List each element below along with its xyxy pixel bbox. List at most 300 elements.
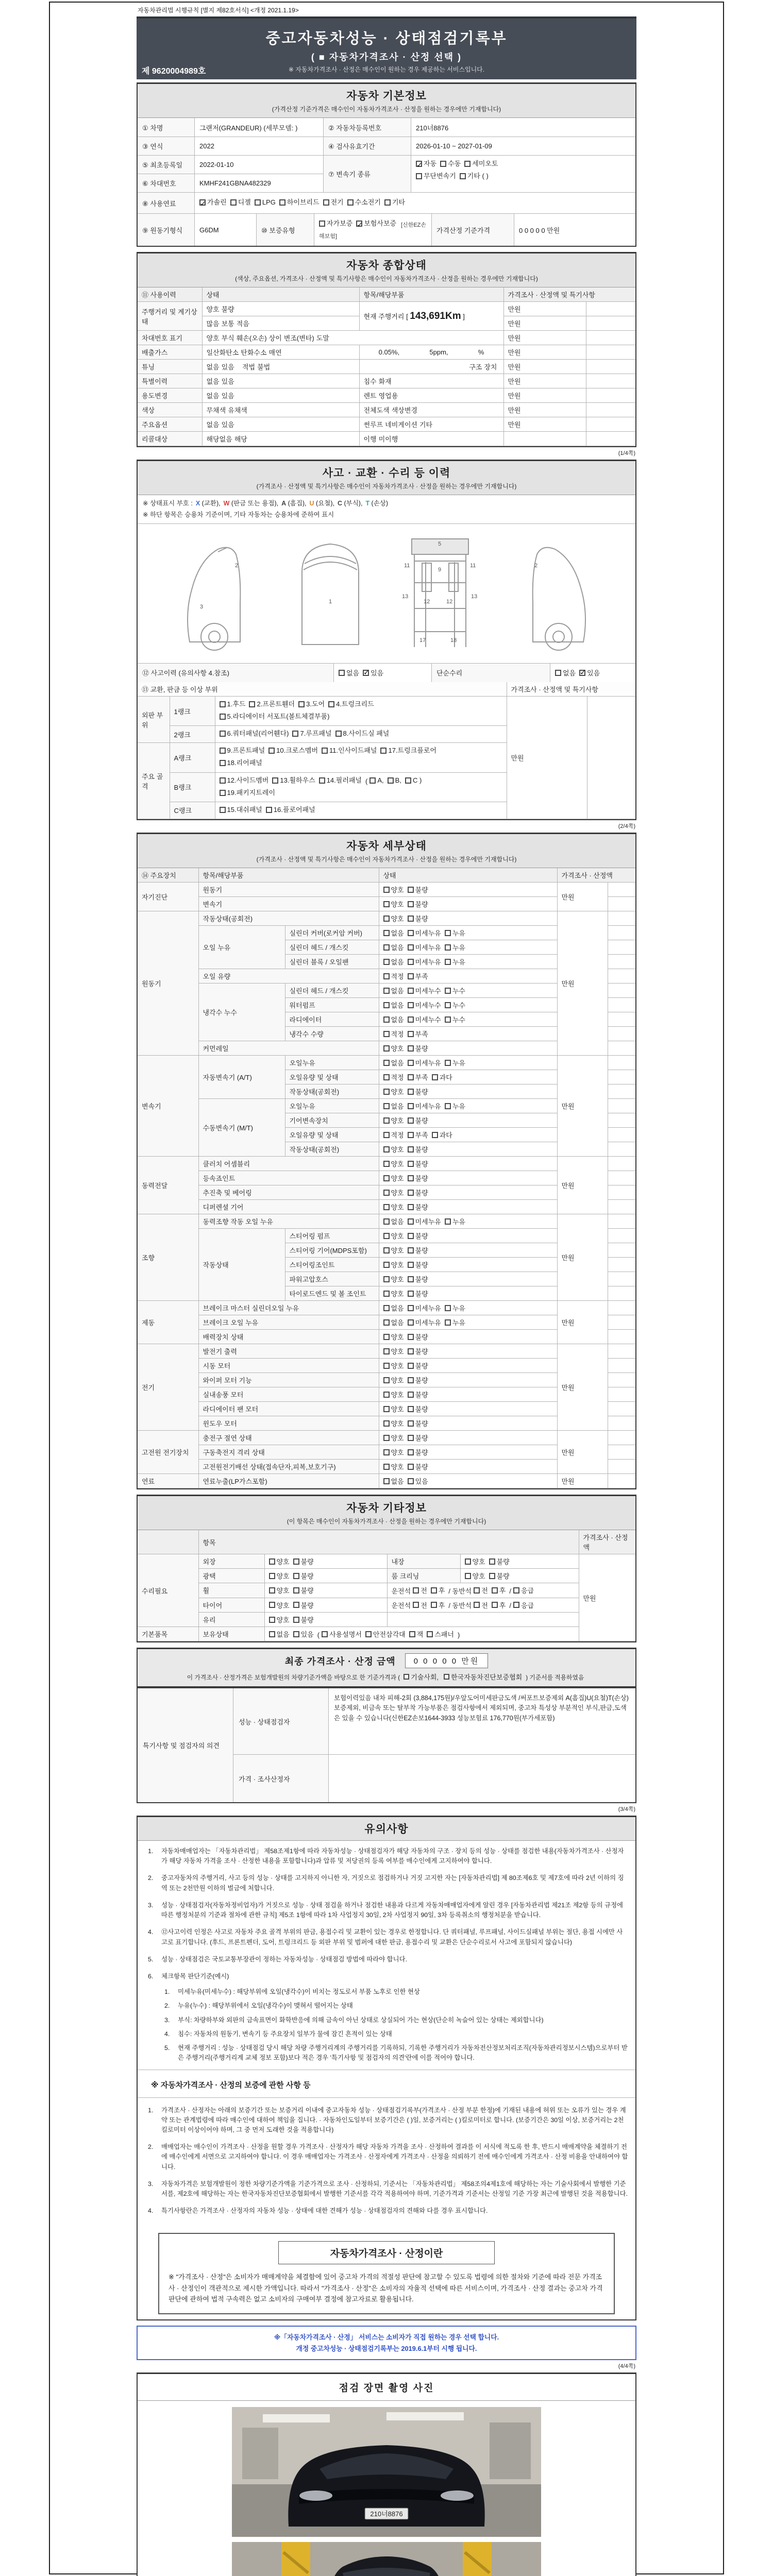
checkbox-icon[interactable] [383,1435,390,1441]
checkbox-option[interactable] [402,1672,439,1682]
checkbox-icon[interactable] [474,1587,480,1594]
checkbox-option[interactable] [408,1087,428,1096]
checkbox-icon[interactable] [408,1233,414,1239]
checkbox-option[interactable] [408,1274,428,1284]
checkbox-icon[interactable] [408,1291,414,1297]
checkbox-option[interactable] [383,957,404,967]
checkbox-icon[interactable] [383,959,390,965]
checkbox-icon[interactable] [489,1558,495,1565]
checkbox-icon[interactable] [408,901,414,907]
checkbox-icon[interactable] [293,1587,299,1594]
checkbox-icon[interactable] [445,1016,451,1023]
checkbox-icon[interactable] [408,1449,414,1455]
checkbox-icon[interactable] [293,1617,299,1623]
checkbox-option[interactable] [409,1629,424,1639]
checkbox-option[interactable] [445,957,465,967]
checkbox-icon[interactable] [383,944,390,951]
checkbox-icon[interactable] [408,1262,414,1268]
checkbox-icon[interactable] [489,1573,495,1579]
checkbox-option[interactable] [383,1087,404,1096]
checkbox-icon[interactable] [298,701,305,707]
checkbox-icon[interactable] [445,1319,451,1326]
checkbox-option[interactable] [383,899,404,909]
checkbox-icon[interactable] [408,1218,414,1225]
checkbox-icon[interactable] [383,1262,390,1268]
checkbox-option[interactable] [383,1260,404,1269]
checkbox-icon[interactable] [408,1190,414,1196]
checkbox-icon[interactable] [255,199,261,206]
checkbox-icon[interactable] [408,1089,414,1095]
checkbox-option[interactable] [383,913,404,923]
checkbox-option[interactable] [279,197,320,208]
checkbox-option[interactable] [298,699,325,710]
checkbox-icon[interactable] [408,1060,414,1066]
checkbox-option[interactable] [383,1231,404,1241]
checkbox-icon[interactable] [408,1016,414,1023]
checkbox-option[interactable] [408,1375,428,1385]
checkbox-option[interactable] [383,1346,404,1356]
checkbox-option[interactable] [579,668,600,677]
checkbox-icon[interactable] [269,1558,275,1565]
checkbox-option[interactable] [408,1476,428,1486]
checkbox-icon[interactable] [408,1204,414,1210]
checkbox-option[interactable] [492,1600,506,1610]
checkbox-icon[interactable] [408,1348,414,1354]
checkbox-icon[interactable] [413,1587,419,1594]
checkbox-option[interactable] [408,1144,428,1154]
checkbox-icon[interactable] [408,988,414,994]
checkbox-icon[interactable] [431,1602,437,1608]
checkbox-option[interactable] [293,1615,314,1624]
checkbox-icon[interactable] [408,1435,414,1441]
checkbox-option[interactable] [408,1130,428,1140]
checkbox-option[interactable] [369,775,383,786]
checkbox-option[interactable] [408,971,428,981]
checkbox-option[interactable] [383,942,404,952]
checkbox-option[interactable] [445,1317,465,1327]
checkbox-icon[interactable] [268,748,275,754]
checkbox-option[interactable] [383,1433,404,1443]
checkbox-icon[interactable] [408,1420,414,1427]
checkbox-icon[interactable] [293,1631,299,1637]
checkbox-option[interactable] [445,1000,465,1010]
checkbox-icon[interactable] [383,1103,390,1109]
checkbox-icon[interactable] [383,1276,390,1282]
checkbox-icon[interactable] [383,1363,390,1369]
checkbox-icon[interactable] [230,199,237,206]
checkbox-icon[interactable] [416,173,422,179]
checkbox-icon[interactable] [383,901,390,907]
checkbox-icon[interactable] [220,714,226,720]
checkbox-icon[interactable] [408,1363,414,1369]
checkbox-icon[interactable] [383,1291,390,1297]
checkbox-icon[interactable] [460,173,466,179]
checkbox-icon[interactable] [445,1305,451,1311]
checkbox-icon[interactable] [383,1377,390,1383]
checkbox-icon[interactable] [269,1602,275,1608]
checkbox-option[interactable] [408,1418,428,1428]
checkbox-icon[interactable] [266,807,272,813]
checkbox-option[interactable] [293,1556,314,1566]
checkbox-icon[interactable] [383,1175,390,1181]
checkbox-icon[interactable] [408,1002,414,1008]
checkbox-icon[interactable] [220,731,226,737]
checkbox-icon[interactable] [292,731,298,737]
checkbox-option[interactable] [416,171,456,182]
checkbox-option[interactable] [408,1361,428,1370]
checkbox-option[interactable] [408,1389,428,1399]
checkbox-icon[interactable] [383,1478,390,1484]
checkbox-icon[interactable] [445,930,451,936]
checkbox-option[interactable] [363,668,383,677]
checkbox-icon[interactable] [440,161,446,167]
checkbox-icon[interactable] [388,777,394,784]
checkbox-icon[interactable] [269,1573,275,1579]
checkbox-option[interactable] [293,1585,314,1595]
checkbox-icon[interactable] [408,1247,414,1253]
checkbox-option[interactable] [474,1585,488,1595]
checkbox-icon[interactable] [408,1146,414,1153]
checkbox-icon[interactable] [383,1089,390,1095]
checkbox-icon[interactable] [380,748,386,754]
checkbox-icon[interactable] [408,1074,414,1080]
checkbox-icon[interactable] [383,973,390,979]
checkbox-option[interactable] [383,1418,404,1428]
checkbox-option[interactable] [249,699,295,710]
checkbox-option[interactable] [383,1101,404,1111]
checkbox-option[interactable] [220,728,289,739]
checkbox-checked-icon[interactable] [363,670,369,676]
checkbox-icon[interactable] [339,670,345,676]
checkbox-option[interactable] [383,1000,404,1010]
checkbox-option[interactable] [255,197,276,208]
checkbox-option[interactable] [408,1173,428,1183]
checkbox-icon[interactable] [408,1305,414,1311]
checkbox-option[interactable] [408,1447,428,1457]
checkbox-option[interactable] [383,1115,404,1125]
checkbox-icon[interactable] [555,670,561,676]
checkbox-option[interactable] [413,1585,427,1595]
checkbox-option[interactable] [416,158,436,170]
checkbox-icon[interactable] [408,1464,414,1470]
checkbox-option[interactable] [432,1072,452,1082]
checkbox-icon[interactable] [293,1602,299,1608]
checkbox-icon[interactable] [220,790,226,796]
checkbox-icon[interactable] [445,1103,451,1109]
checkbox-option[interactable] [555,668,576,677]
checkbox-icon[interactable] [383,1406,390,1412]
checkbox-option[interactable] [383,1332,404,1342]
checkbox-option[interactable] [408,1014,441,1024]
checkbox-icon[interactable] [405,777,411,784]
checkbox-option[interactable] [492,1585,506,1595]
checkbox-icon[interactable] [269,1631,275,1637]
checkbox-option[interactable] [431,1600,445,1610]
checkbox-icon[interactable] [220,807,226,813]
checkbox-option[interactable] [383,1274,404,1284]
checkbox-option[interactable] [408,1303,441,1313]
checkbox-option[interactable] [513,1585,534,1595]
checkbox-option[interactable] [199,197,227,208]
checkbox-option[interactable] [445,1101,465,1111]
checkbox-icon[interactable] [408,930,414,936]
checkbox-option[interactable] [432,1130,452,1140]
checkbox-icon[interactable] [279,199,285,206]
checkbox-option[interactable] [383,928,404,938]
checkbox-icon[interactable] [513,1587,519,1594]
checkbox-icon[interactable] [383,887,390,893]
checkbox-option[interactable] [269,1556,290,1566]
checkbox-icon[interactable] [445,1218,451,1225]
checkbox-icon[interactable] [408,1161,414,1167]
checkbox-option[interactable] [408,1101,441,1111]
checkbox-icon[interactable] [413,1602,419,1608]
checkbox-icon[interactable] [408,1334,414,1340]
checkbox-option[interactable] [489,1571,510,1581]
checkbox-icon[interactable] [408,1045,414,1052]
checkbox-icon[interactable] [513,1602,519,1608]
checkbox-option[interactable] [408,1404,428,1414]
checkbox-icon[interactable] [383,1319,390,1326]
checkbox-icon[interactable] [269,1587,275,1594]
checkbox-option[interactable] [347,197,381,208]
checkbox-option[interactable] [383,1389,404,1399]
checkbox-option[interactable] [413,1600,427,1610]
checkbox-option[interactable] [383,1375,404,1385]
checkbox-icon[interactable] [383,1060,390,1066]
checkbox-option[interactable] [408,1332,428,1342]
checkbox-icon[interactable] [365,1631,372,1637]
checkbox-icon[interactable] [383,1420,390,1427]
checkbox-option[interactable] [440,158,461,170]
checkbox-option[interactable] [322,1629,362,1639]
checkbox-option[interactable] [408,1346,428,1356]
checkbox-option[interactable] [293,1600,314,1610]
checkbox-option[interactable] [388,775,401,786]
checkbox-option[interactable] [339,668,359,677]
checkbox-option[interactable] [383,986,404,995]
checkbox-option[interactable] [356,218,396,229]
checkbox-option[interactable] [408,986,441,995]
checkbox-option[interactable] [408,928,441,938]
checkbox-option[interactable] [323,197,344,208]
checkbox-icon[interactable] [383,1204,390,1210]
checkbox-option[interactable] [408,957,441,967]
checkbox-icon[interactable] [220,748,226,754]
checkbox-option[interactable] [269,1600,290,1610]
checkbox-icon[interactable] [408,1478,414,1484]
checkbox-option[interactable] [431,1585,445,1595]
checkbox-option[interactable] [383,1043,404,1053]
checkbox-option[interactable] [408,1216,441,1226]
checkbox-icon[interactable] [249,701,255,707]
checkbox-option[interactable] [445,942,465,952]
checkbox-icon[interactable] [445,1002,451,1008]
checkbox-option[interactable] [408,899,428,909]
checkbox-option[interactable] [408,1317,441,1327]
checkbox-icon[interactable] [383,1449,390,1455]
checkbox-option[interactable] [383,1144,404,1154]
checkbox-icon[interactable] [474,1602,480,1608]
checkbox-option[interactable] [445,1303,465,1313]
checkbox-option[interactable] [365,1629,406,1639]
checkbox-icon[interactable] [464,161,470,167]
checkbox-option[interactable] [383,971,404,981]
checkbox-option[interactable] [383,1216,404,1226]
checkbox-option[interactable] [408,1115,428,1125]
checkbox-icon[interactable] [383,1161,390,1167]
checkbox-icon[interactable] [408,973,414,979]
checkbox-option[interactable] [408,942,441,952]
checkbox-icon[interactable] [465,1558,471,1565]
checkbox-option[interactable] [220,699,246,710]
checkbox-option[interactable] [408,1289,428,1298]
checkbox-option[interactable] [220,711,330,722]
checkbox-option[interactable] [293,1629,314,1639]
checkbox-option[interactable] [383,1202,404,1212]
checkbox-icon[interactable] [492,1587,498,1594]
checkbox-option[interactable] [408,1260,428,1269]
checkbox-icon[interactable] [322,748,328,754]
checkbox-option[interactable] [293,1571,314,1581]
checkbox-option[interactable] [383,1058,404,1067]
checkbox-option[interactable] [383,1476,404,1486]
checkbox-icon[interactable] [383,1305,390,1311]
checkbox-icon[interactable] [408,959,414,965]
checkbox-option[interactable] [269,1629,290,1639]
checkbox-icon[interactable] [383,1016,390,1023]
checkbox-option[interactable] [445,1014,465,1024]
checkbox-icon[interactable] [408,916,414,922]
checkbox-icon[interactable] [408,1175,414,1181]
checkbox-option[interactable] [408,1058,441,1067]
checkbox-option[interactable] [408,1043,428,1053]
checkbox-icon[interactable] [293,1558,299,1565]
checkbox-option[interactable] [272,775,315,786]
checkbox-option[interactable] [268,745,318,756]
checkbox-icon[interactable] [445,944,451,951]
checkbox-icon[interactable] [383,1233,390,1239]
checkbox-option[interactable] [220,787,275,799]
checkbox-option[interactable] [489,1556,510,1566]
checkbox-icon[interactable] [408,1319,414,1326]
checkbox-option[interactable] [474,1600,488,1610]
checkbox-icon[interactable] [408,1406,414,1412]
checkbox-icon[interactable] [322,1631,328,1637]
checkbox-icon[interactable] [319,221,325,227]
checkbox-icon[interactable] [408,887,414,893]
checkbox-icon[interactable] [408,1103,414,1109]
checkbox-icon[interactable] [444,1674,449,1680]
checkbox-option[interactable] [408,1029,428,1039]
checkbox-option[interactable] [465,1571,485,1581]
checkbox-option[interactable] [408,1188,428,1197]
checkbox-option[interactable] [266,804,315,816]
checkbox-option[interactable] [405,775,422,786]
checkbox-option[interactable] [408,1202,428,1212]
checkbox-option[interactable] [383,1188,404,1197]
checkbox-icon[interactable] [408,1377,414,1383]
checkbox-option[interactable] [230,197,251,208]
checkbox-option[interactable] [427,1629,454,1639]
checkbox-icon[interactable] [383,1031,390,1037]
checkbox-option[interactable] [335,728,390,739]
checkbox-checked-icon[interactable] [356,221,362,227]
checkbox-checked-icon[interactable] [579,670,585,676]
checkbox-icon[interactable] [347,199,354,206]
checkbox-icon[interactable] [445,1060,451,1066]
checkbox-option[interactable] [383,1014,404,1024]
checkbox-icon[interactable] [383,988,390,994]
checkbox-icon[interactable] [445,988,451,994]
checkbox-option[interactable] [445,1058,465,1067]
checkbox-option[interactable] [328,699,374,710]
checkbox-option[interactable] [384,197,405,208]
checkbox-option[interactable] [319,775,362,786]
checkbox-option[interactable] [220,804,262,816]
checkbox-icon[interactable] [383,1045,390,1052]
checkbox-icon[interactable] [383,1464,390,1470]
checkbox-option[interactable] [383,1361,404,1370]
checkbox-icon[interactable] [293,1573,299,1579]
checkbox-icon[interactable] [383,1392,390,1398]
checkbox-icon[interactable] [408,1031,414,1037]
checkbox-icon[interactable] [492,1602,498,1608]
checkbox-option[interactable] [322,745,377,756]
checkbox-option[interactable] [460,171,489,182]
checkbox-icon[interactable] [408,944,414,951]
checkbox-icon[interactable] [319,777,325,784]
checkbox-checked-icon[interactable] [416,161,422,167]
checkbox-icon[interactable] [383,1132,390,1138]
checkbox-option[interactable] [269,1571,290,1581]
checkbox-option[interactable] [383,1029,404,1039]
checkbox-option[interactable] [408,1462,428,1471]
checkbox-icon[interactable] [220,777,226,784]
checkbox-option[interactable] [383,1447,404,1457]
checkbox-icon[interactable] [432,1074,438,1080]
checkbox-icon[interactable] [383,1334,390,1340]
checkbox-option[interactable] [445,1216,465,1226]
checkbox-icon[interactable] [465,1573,471,1579]
checkbox-icon[interactable] [272,777,278,784]
checkbox-option[interactable] [383,1159,404,1168]
checkbox-icon[interactable] [383,1074,390,1080]
checkbox-icon[interactable] [323,199,329,206]
checkbox-icon[interactable] [408,1117,414,1124]
checkbox-option[interactable] [408,1231,428,1241]
checkbox-icon[interactable] [383,1218,390,1225]
checkbox-icon[interactable] [408,1132,414,1138]
checkbox-option[interactable] [442,1672,522,1682]
checkbox-icon[interactable] [427,1631,433,1637]
checkbox-icon[interactable] [409,1631,415,1637]
checkbox-icon[interactable] [369,777,376,784]
checkbox-icon[interactable] [328,701,334,707]
checkbox-icon[interactable] [383,1002,390,1008]
checkbox-option[interactable] [383,1462,404,1471]
checkbox-option[interactable] [408,913,428,923]
checkbox-option[interactable] [383,1173,404,1183]
checkbox-option[interactable] [383,1245,404,1255]
checkbox-option[interactable] [408,1433,428,1443]
checkbox-option[interactable] [220,775,269,786]
checkbox-option[interactable] [383,1404,404,1414]
checkbox-option[interactable] [445,986,465,995]
checkbox-option[interactable] [408,1245,428,1255]
checkbox-icon[interactable] [408,1276,414,1282]
checkbox-option[interactable] [269,1585,290,1595]
